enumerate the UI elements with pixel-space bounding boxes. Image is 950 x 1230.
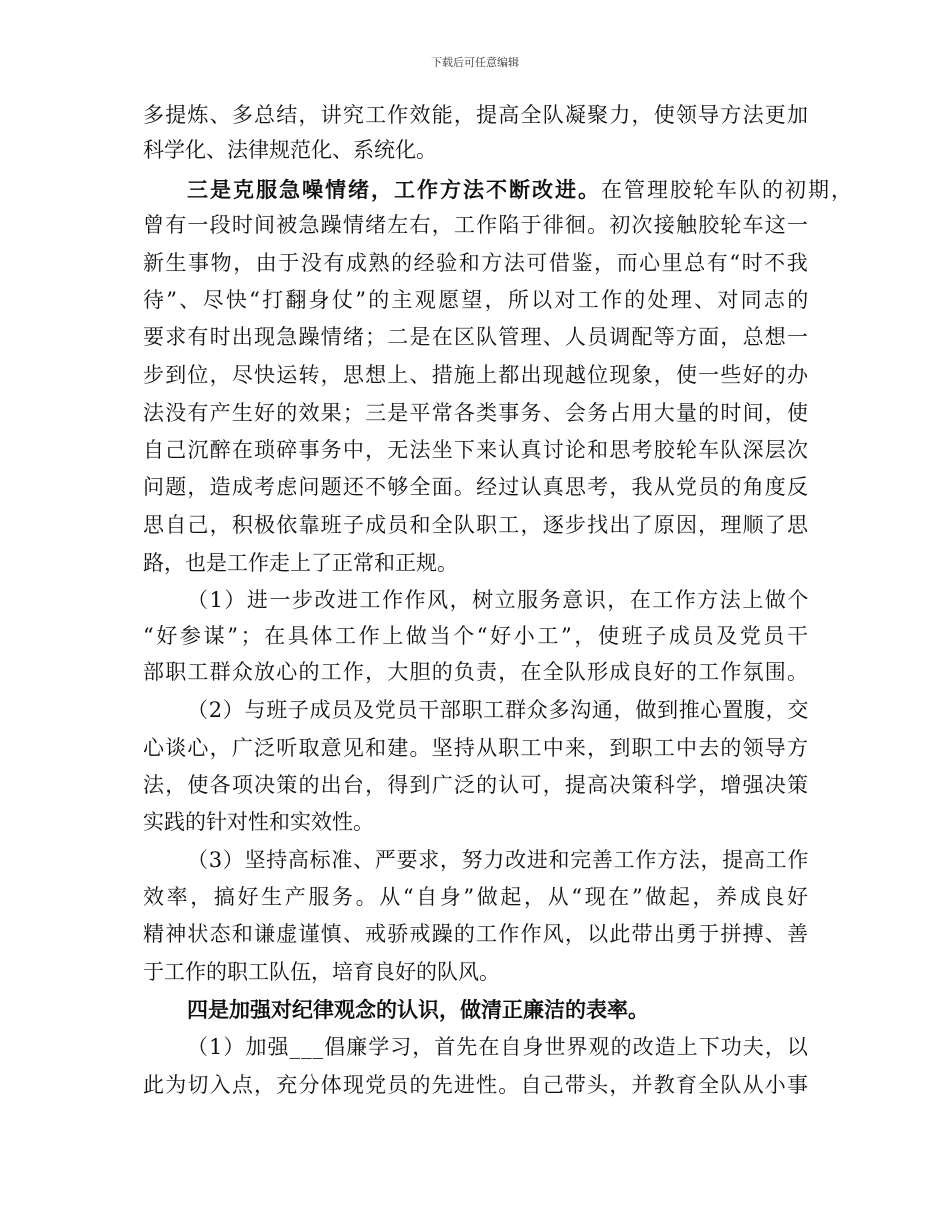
paragraph-text: 于工作的职工队伍，培育良好的队风。	[143, 960, 500, 984]
text-line	[187, 175, 854, 205]
paragraph-text: 效率，搞好生产服务。从“自身”做起，从“现在”做起，养成良好	[143, 885, 811, 909]
text-line	[143, 472, 809, 502]
text-line	[143, 135, 437, 165]
text-line	[143, 882, 811, 912]
text-line	[187, 845, 809, 875]
text-line	[143, 770, 809, 800]
text-line	[143, 548, 458, 578]
text-line	[143, 919, 809, 949]
paragraph-text: 法，使各项决策的出台，得到广泛的认可，提高决策科学，增强决策	[143, 773, 810, 797]
text-line	[143, 100, 809, 130]
text-line	[143, 510, 809, 540]
bold-heading-text: 三是克服急噪情绪，工作方法不断改进。	[187, 177, 601, 202]
paragraph-text: 部职工群众放心的工作，大胆的负责，在全队形成良好的工作氛围。	[143, 660, 810, 684]
paragraph-text: 此为切入点，充分体现党员的先进性。自己带头，并教育全队从小事	[143, 1073, 810, 1097]
text-line	[143, 807, 374, 837]
text-line	[143, 360, 809, 390]
text-line	[143, 210, 809, 240]
paragraph-text: （3）坚持高标准、严要求，努力改进和完善工作方法，提高工作	[187, 848, 810, 872]
paragraph-text: 实践的针对性和实效性。	[143, 810, 374, 834]
text-line	[187, 995, 649, 1025]
paragraph-text: 精神状态和谦虚谨慎、戒骄戒躁的工作作风，以此带出勇于拼搏、善	[143, 922, 810, 946]
text-line	[143, 322, 809, 352]
text-line	[187, 695, 809, 725]
paragraph-text: 心谈心，广泛听取意见和建。坚持从职工中来，到职工中去的领导方	[143, 736, 810, 760]
text-line	[143, 398, 809, 428]
paragraph-text: 问题，造成考虑问题还不够全面。经过认真思考，我从党员的角度反	[143, 475, 810, 499]
text-line	[143, 435, 809, 465]
text-line	[187, 585, 810, 615]
paragraph-text: 多提炼、多总结，讲究工作效能，提高全队凝聚力，使领导方法更加	[143, 103, 810, 127]
bold-heading-text: 四是加强对纪律观念的认识，做清正廉洁的表率。	[187, 997, 649, 1022]
paragraph-text: 曾有一段时间被急躁情绪左右，工作陷于徘徊。初次接触胶轮车这一	[143, 213, 810, 237]
paragraph-text: 思自己，积极依靠班子成员和全队职工，逐步找出了原因，理顺了思	[143, 513, 810, 537]
paragraph-text: 法没有产生好的效果；三是平常各类事务、会务占用大量的时间，使	[143, 401, 810, 425]
text-line	[143, 248, 809, 278]
text-line	[143, 733, 809, 763]
text-line	[187, 1032, 809, 1062]
paragraph-text: （2）与班子成员及党员干部职工群众多沟通，做到推心置腹，交	[187, 698, 810, 722]
paragraph-text: 待”、尽快“打翻身仗”的主观愿望，所以对工作的处理、对同志的	[143, 288, 811, 312]
paragraph-text: 自己沉醉在琐碎事务中，无法坐下来认真讨论和思考胶轮车队深层次	[143, 438, 810, 462]
paragraph-text: 科学化、法律规范化、系统化。	[143, 138, 437, 162]
paragraph-text: 步到位，尽快运转，思想上、措施上都出现越位现象，使一些好的办	[143, 363, 810, 387]
paragraph-text: 新生事物，由于没有成熟的经验和方法可借鉴，而心里总有“时不我	[143, 251, 810, 275]
paragraph-text: 路，也是工作走上了正常和正规。	[143, 551, 458, 575]
paragraph-text: 要求有时出现急躁情绪；二是在区队管理、人员调配等方面，总想一	[143, 325, 810, 349]
text-line	[143, 285, 810, 315]
paragraph-text: （1）进一步改进工作作风，树立服务意识，在工作方法上做个	[187, 588, 810, 612]
paragraph-text: （1）加强___倡廉学习，首先在自身世界观的改造上下功夫，以	[187, 1035, 809, 1059]
paragraph-text: “好参谋”；在具体工作上做当个“好小工”，使班子成员及党员干	[143, 624, 811, 648]
text-line	[143, 657, 809, 687]
text-line	[143, 957, 500, 987]
paragraph-text: 在管理胶轮车队的初期，	[601, 178, 854, 202]
text-line	[143, 621, 811, 651]
page-header: 下载后可任意编辑	[431, 56, 519, 69]
text-line	[143, 1070, 809, 1100]
